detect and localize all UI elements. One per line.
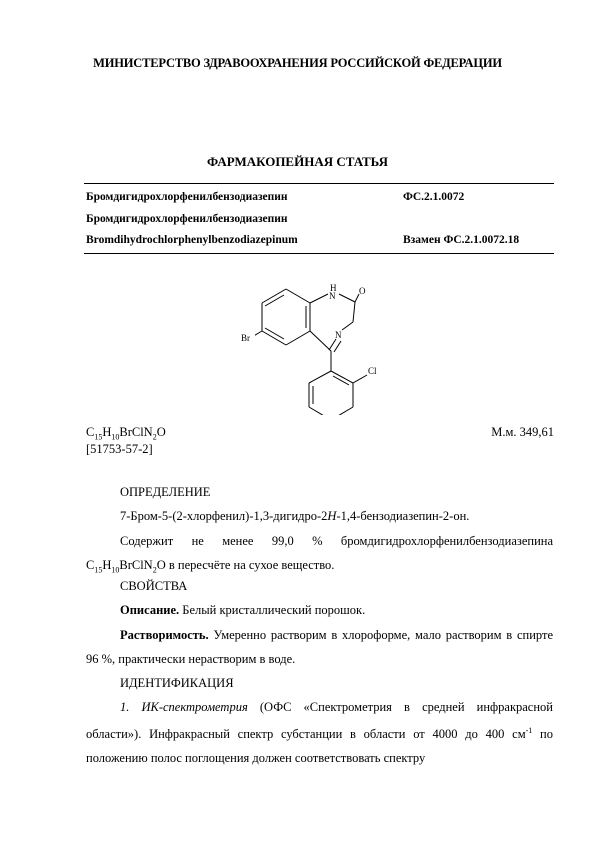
description-text: Описание. Белый кристаллический порошок. bbox=[120, 603, 366, 617]
definition-heading: ОПРЕДЕЛЕНИЕ bbox=[120, 485, 211, 499]
definition-text: 7-Бром-5-(2-хлорфенил)-1,3-дигидро-2H-1,4-бензодиазепин-2-он. bbox=[120, 509, 470, 523]
atom-n1-label: N bbox=[329, 291, 336, 301]
solubility-text: Растворимость. Умеренно растворим в хлороформе, мало растворим в спирте 96 %, практически нерастворим в воде. bbox=[86, 628, 553, 666]
structural-formula bbox=[255, 280, 385, 415]
content-text: Содержит не менее 99,0 % бромдигидрохлорфенилбензодиазепина $C_{15}H_{10}BrClN_2O$ в пересчёте на сухое вещество. bbox=[86, 534, 553, 575]
ir-spectrometry-text: 1. ИК-спектрометрия (ОФС «Спектрометрия в средней инфракрасной области»). Инфракрасный спектр субстанции в области от 4000 до 400 $см^{-1}$ по положению полос поглощения должен соответствовать спектру bbox=[86, 700, 553, 766]
molar-mass: М.м. 349,61 bbox=[491, 425, 554, 439]
russian-name-2: Бромдигидрохлорфенилбензодиазепин bbox=[86, 213, 288, 225]
atom-nh-label: H bbox=[330, 283, 337, 293]
latin-name: Bromdihydrochlorphenylbenzodiazepinum bbox=[86, 234, 298, 246]
header-rule-bottom bbox=[84, 253, 554, 254]
cas-number: [51753-57-2] bbox=[86, 442, 153, 456]
properties-heading: СВОЙСТВА bbox=[120, 579, 188, 593]
replaces-code: Взамен ФС.2.1.0072.18 bbox=[403, 234, 520, 246]
russian-name-1: Бромдигидрохлорфенилбензодиазепин bbox=[86, 191, 288, 203]
atom-o-label: O bbox=[359, 286, 366, 296]
atom-cl-label: Cl bbox=[368, 366, 377, 376]
identification-heading: ИДЕНТИФИКАЦИЯ bbox=[120, 676, 234, 690]
ministry-heading: МИНИСТЕРСТВО ЗДРАВООХРАНЕНИЯ РОССИЙСКОЙ ФЕДЕРАЦИИ bbox=[93, 56, 502, 70]
atom-n2-label: N bbox=[335, 330, 342, 340]
header-rule-top bbox=[84, 183, 554, 184]
monograph-code: ФС.2.1.0072 bbox=[403, 191, 465, 203]
article-type-heading: ФАРМАКОПЕЙНАЯ СТАТЬЯ bbox=[207, 154, 388, 169]
atom-br-label: Br bbox=[241, 333, 250, 343]
molecular-formula: $C_{15}H_{10}BrClN_2O$ bbox=[86, 425, 166, 442]
